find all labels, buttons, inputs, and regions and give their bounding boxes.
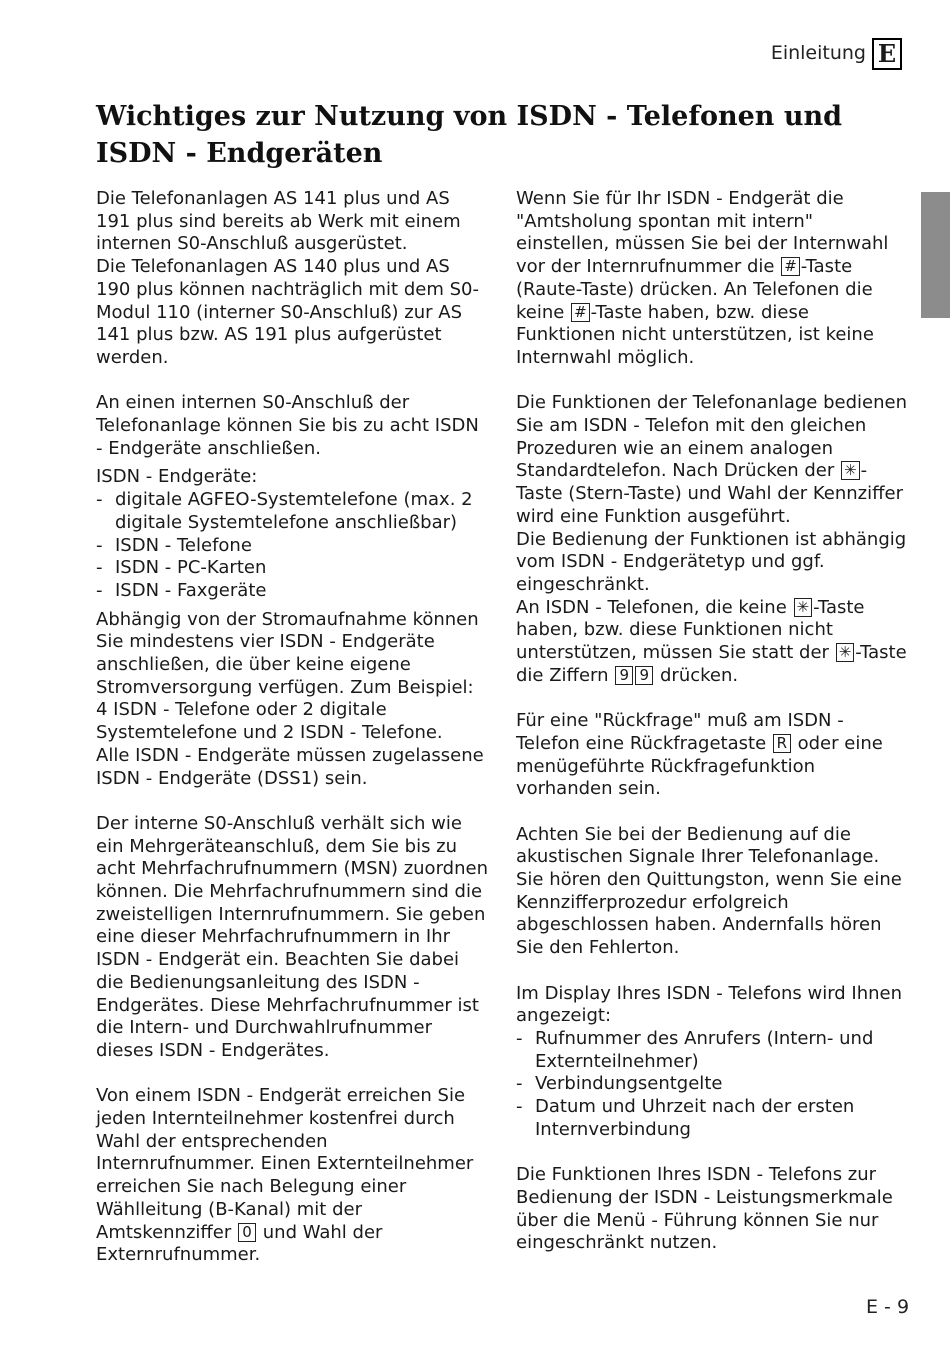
paragraph <box>516 597 908 688</box>
text: -Taste haben, bzw. diese Funktionen nicht unterstützen, ist keine Internwahl möglich. <box>516 301 874 368</box>
paragraph: An einen internen S0-Anschluß der Telefonanlage können Sie bis zu acht ISDN - Endgeräte anschließen. <box>96 392 479 459</box>
paragraph: Die Bedienung der Funktionen ist abhängig vom ISDN - Endgerätetyp und ggf. eingeschränkt. <box>516 528 907 595</box>
paragraph <box>516 392 908 528</box>
paragraph <box>96 1085 488 1267</box>
key-9-icon: 9 <box>635 666 653 685</box>
section-label: Einleitung <box>770 42 866 64</box>
key-9-icon: 9 <box>615 666 633 685</box>
list-item: - ISDN - PC-Karten <box>96 557 488 580</box>
left-column <box>96 188 488 1267</box>
page-number: E - 9 <box>866 1296 910 1318</box>
hash-key-icon: # <box>571 303 590 322</box>
text: -Taste haben, bzw. diese Funktionen nicht unterstützen, müssen Sie statt der <box>516 596 865 664</box>
text: und Wahl der Externrufnummer. <box>96 1221 383 1266</box>
list-item: - digitale AGFEO-Systemtelefone (max. 2 digitale Systemtelefone anschließbar) <box>96 489 488 534</box>
text: -Taste die Ziffern <box>516 642 907 686</box>
list-item: - Verbindungsentgelte <box>516 1073 908 1096</box>
text: Die Funktionen der Telefonanlage bedienen Sie am ISDN - Telefon mit den gleichen Prozeduren wie an einem analogen Standardtelefon. Nach Drücken der <box>516 392 907 482</box>
key-0-icon: 0 <box>238 1223 256 1242</box>
star-key-icon: ✳ <box>836 643 855 662</box>
device-list <box>96 489 488 603</box>
text: Wenn Sie für Ihr ISDN - Endgerät die "Amtsholung spontan mit intern" einstellen, müssen Sie bei der Internwahl vor der Internrufnummer die <box>516 188 889 278</box>
paragraph: Im Display Ihres ISDN - Telefons wird Ihnen angezeigt: <box>516 982 903 1027</box>
paragraph: Achten Sie bei der Bedienung auf die akustischen Signale Ihrer Telefonanlage. Sie hören den Quittungston, wenn Sie eine Kennzifferprozedur erfolgreich abgeschlossen haben. Andernfalls hören Sie den Fehlerton. <box>516 823 902 959</box>
text: oder eine menügeführte Rückfragefunktion vorhanden sein. <box>516 732 883 800</box>
list-item: - ISDN - Telefone <box>96 535 488 558</box>
r-key-icon: R <box>773 734 791 753</box>
list-item: - Datum und Uhrzeit nach der ersten Internverbindung <box>516 1096 908 1141</box>
paragraph: Die Telefonanlagen AS 141 plus und AS 191 plus sind bereits ab Werk mit einem internen S0-Anschluß ausgerüstet. <box>96 188 461 255</box>
text: -Taste (Stern-Taste) und Wahl der Kennziffer wird eine Funktion ausgeführt. <box>516 460 904 527</box>
star-key-icon: ✳ <box>841 461 860 480</box>
paragraph <box>516 188 908 370</box>
paragraph <box>516 710 908 801</box>
display-info-list <box>516 1028 908 1142</box>
chapter-marker: E <box>872 38 902 70</box>
chapter-side-tab <box>921 192 950 318</box>
paragraph: Alle ISDN - Endgeräte müssen zugelassene ISDN - Endgeräte (DSS1) sein. <box>96 744 484 789</box>
text: drücken. <box>660 664 739 686</box>
text: Für eine "Rückfrage" muß am ISDN - Telefon eine Rückfragetaste <box>516 710 844 754</box>
text: Von einem ISDN - Endgerät erreichen Sie jeden Internteilnehmer kostenfrei durch Wahl der entsprechenden Internrufnummer. Einen Externteilnehmer erreichen Sie nach Belegung einer Wählleitung (B-Kanal) mit der Amtskennziffer <box>96 1085 474 1243</box>
page-title: Wichtiges zur Nutzung von ISDN - Telefonen und ISDN - Endgeräten <box>96 101 842 169</box>
paragraph: Der interne S0-Anschluß verhält sich wie ein Mehrgeräteanschluß, dem Sie bis zu acht Mehrfachrufnummern (MSN) zuordnen können. Die Mehrfachrufnummern sind die zweistelligen Internrufnummern. Sie geben eine dieser Mehrfachrufnummern in Ihr ISDN - Endgerät ein. Beachten Sie dabei die Bedienungsanleitung des ISDN - Endgerätes. Diese Mehrfachrufnummer ist die Intern- und Durchwahlrufnummer dieses ISDN - Endgerätes. <box>96 812 488 1061</box>
list-item: - Rufnummer des Anrufers (Intern- und Externteilnehmer) <box>516 1028 908 1073</box>
hash-key-icon: # <box>781 257 800 276</box>
star-key-icon: ✳ <box>794 598 813 617</box>
paragraph: Abhängig von der Stromaufnahme können Sie mindestens vier ISDN - Endgeräte anschließen, die über keine eigene Stromversorgung verfügen. Zum Beispiel: 4 ISDN - Telefone oder 2 digitale Systemtelefone und 2 ISDN - Telefone. <box>96 608 479 744</box>
right-column <box>516 188 908 1255</box>
list-item: - ISDN - Faxgeräte <box>96 580 488 603</box>
text: -Taste (Raute-Taste) drücken. An Telefonen die keine <box>516 256 873 323</box>
paragraph: Die Funktionen Ihres ISDN - Telefons zur Bedienung der ISDN - Leistungsmerkmale über die Menü - Führung können Sie nur eingeschränkt nutzen. <box>516 1164 893 1254</box>
text: An ISDN - Telefonen, die keine <box>516 596 787 618</box>
list-title: ISDN - Endgeräte: <box>96 466 258 488</box>
paragraph: Die Telefonanlagen AS 140 plus und AS 190 plus können nachträglich mit dem S0-Modul 110 (interner S0-Anschluß) zur AS 141 plus bzw. AS 191 plus aufgerüstet werden. <box>96 256 479 368</box>
